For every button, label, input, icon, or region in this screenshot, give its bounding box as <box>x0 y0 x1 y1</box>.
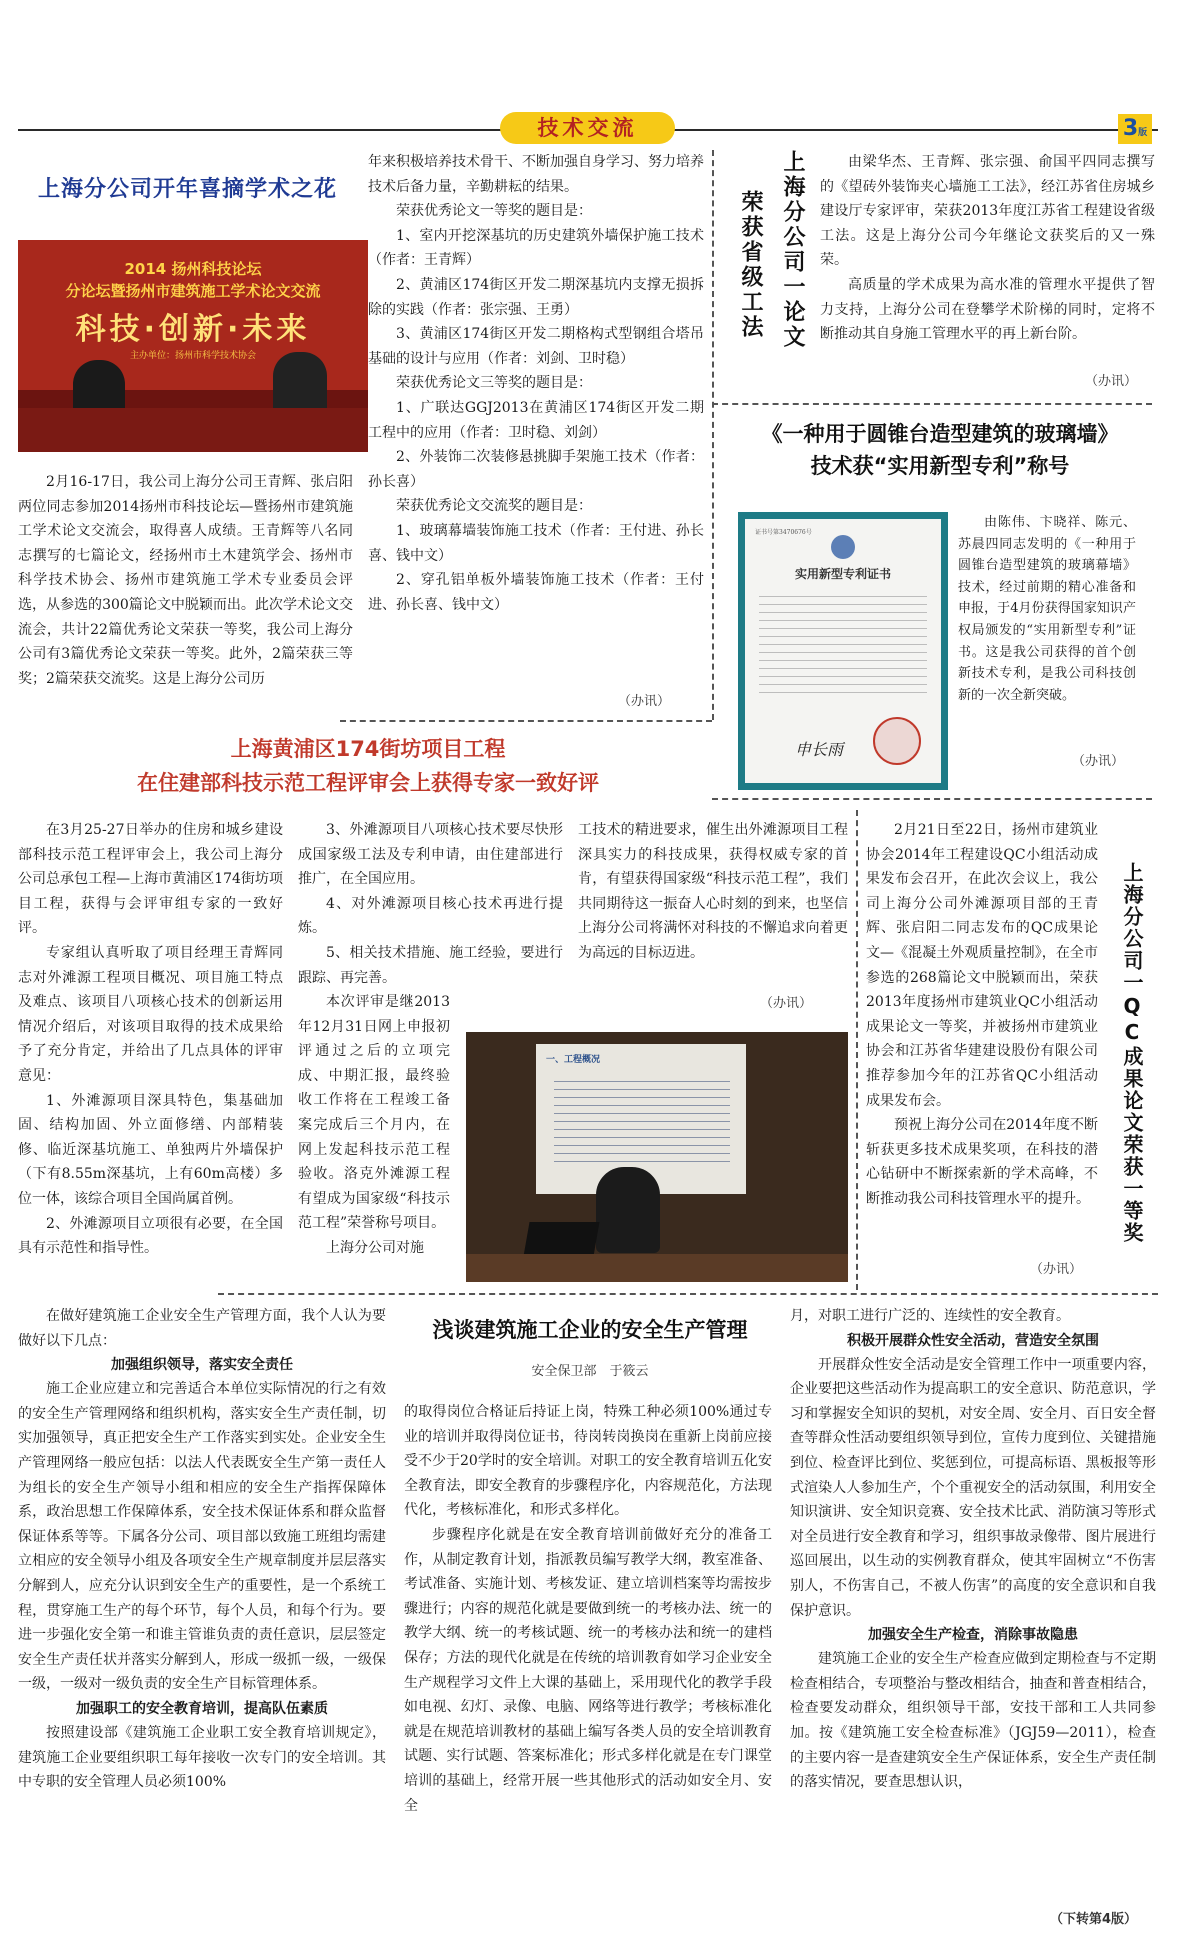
article4-col1-p1: 在3月25-27日举办的住房和城乡建设部科技示范工程评审会上，我公司上海分公司总承包工程—上海市黄浦区174街坊项目工程，获得与会评审组专家的一致好评。 <box>18 822 283 937</box>
article2-paragraph-2: 高质量的学术成果为高水准的管理水平提供了智力支持，上海分公司在登攀学术阶梯的同时，定将不断推动其自身施工管理水平的再上新台阶。 <box>820 276 1155 343</box>
article3-credit: （办讯） <box>1072 754 1125 769</box>
article6-middle <box>404 1400 772 1818</box>
exchange-prize-1: 1、玻璃幕墙装饰施工技术（作者：王付进、孙长喜、钱中文） <box>368 522 704 564</box>
conference-table <box>466 1254 848 1282</box>
article4-credit: （办讯） <box>760 996 813 1011</box>
article3-paragraph-1: 由陈伟、卞晓祥、陈元、苏晨四同志发明的《一种用于圆锥台造型建筑的玻璃幕墙》技术，经过前期的精心准备和申报，于4月份获得国家知识产权局颁发的“实用新型专利”证书。这是我公司获得的首个创新技术专利，是我公司科技创新的一次全新突破。 <box>958 515 1136 703</box>
article6-title: 浅谈建筑施工企业的安全生产管理 <box>432 1318 748 1342</box>
slide-text-lines <box>554 1074 730 1164</box>
banner-line2: 分论坛暨扬州市建筑施工学术论文交流 <box>65 282 321 300</box>
article1-paragraph-1: 2月16-17日，我公司上海分公司王青辉、张启阳两位同志参加2014扬州市科技论坛—暨扬州市建筑施工学术论文交流会，取得喜人成绩。王青辉等八名同志撰写的七篇论文，经扬州市土木建筑学会、扬州市科学技术协会、扬州市建筑施工学术专业委员会评选，从参选的300篇论文中脱颖而出。此次学术论文交流会，共计22篇优秀论文荣获一等奖，我公司上海分公司有3篇优秀论文荣获一等奖。此外，2篇荣获三等奖；2篇荣获交流奖。这是上海分公司历 <box>18 474 353 687</box>
exchange-prize-intro: 荣获优秀论文交流奖的题目是： <box>396 498 592 515</box>
review-meeting-photo <box>466 1032 848 1282</box>
article4-col1-p4: 2、外滩源项目立项很有必要，在全国具有示范性和指导性。 <box>18 1215 283 1257</box>
first-prize-1: 1、室内开挖深基坑的历史建筑外墙保护施工技术（作者：王青辉） <box>368 227 704 269</box>
article4-col3-p1: 工技术的精进要求，催生出外滩源项目工程深具实力的科技成果，获得权威专家的首肯，有望获得国家级“科技示范工程”，我们共同期待这一振奋人心时刻的到来，也坚信上海分公司将满怀对科技的不懈追求向着更为高远的目标迈进。 <box>578 822 848 961</box>
banner-line3: 科技·创新·未来 <box>75 312 311 347</box>
article1-paragraph-2: 年来积极培养技术骨干、不断加强自身学习、努力培养技术后备力量，辛勤耕耘的结果。 <box>368 154 704 195</box>
slide-heading: 一、工程概况 <box>546 1055 601 1065</box>
exchange-prize-2: 2、穿孔铝单板外墙装饰施工技术（作者：王付进、孙长喜、钱中文） <box>368 572 704 613</box>
article6-head4: 加强安全生产检查，消除事故隐患 <box>868 1627 1078 1644</box>
article3-title-line1: 《一种用于圆锥台造型建筑的玻璃墙》 <box>761 422 1119 446</box>
article6-right-p1: 开展群众性安全活动是安全管理工作中一项重要内容，企业要把这些活动作为提高职工的安全意识、防范意识，学习和掌握安全知识的契机，对安全周、安全月、百日安全督查等群众性活动要组织领导到位，宣传力度到位、关键措施到位、检查评比到位、奖惩到位，可提高标语、黑板报等形式渲染人人参加生产，个个重视安全的活动氛围，利用安全知识演讲、安全知识竞赛、安全技术比武、消防演习等形式对全员进行安全教育和学习，组织事故录像带、图片展进行巡回展出，以生动的实例教育群众，使其牢固树立“不伤害别人，不伤害自己，不被人伤害”的高度的安全意识和自我保护意识。 <box>790 1356 1156 1619</box>
article2-title-col1: 上海分公司一论文 <box>780 150 805 350</box>
divider-h-mid <box>712 798 1152 800</box>
article4-col2-bottom <box>298 990 450 1261</box>
article6-section1: 施工企业应建立和完善适合本单位实际情况的行之有效的安全生产管理网络和组织机构，落实安全生产责任制，切实加强领导，真正把安全生产工作落实到实处。企业安全生产管理网络一般应包括：以法人代表既安全生产第一责任人为组长的安全生产领导小组和相应的安全生产指挥保障体系，政治思想工作保障体系，安全技术保证体系和群众监督保证体系等等。下属各分公司、项目部以致施工班组均需建立相应的安全领导小组及各项安全生产规章制度并层层落实分解到人，应充分认识到安全生产的重要性，是一个系统工程，贯穿施工生产的每个环节，每个人员，和每个行为。要进一步强化安全第一和谁主管谁负责的责任意识，层层签定安全生产责任状并落实分解到人，形成一级抓一级，一级保一级，一级对一级负责的安全生产目标管理体系。 <box>18 1381 386 1693</box>
article2-body <box>820 150 1155 347</box>
article4-col2-p2: 4、对外滩源项目核心技术再进行提炼。 <box>298 895 563 937</box>
head-table <box>18 408 368 452</box>
first-prize-intro: 荣获优秀论文一等奖的题目是： <box>396 203 592 220</box>
article1-body-right <box>368 150 704 617</box>
article4-col2-p1: 3、外滩源项目八项核心技术要尽快形成国家级工法及专利申请，由住建部进行推广，在全国应用。 <box>298 822 563 888</box>
article6-head1: 加强组织领导，落实安全责任 <box>111 1357 293 1374</box>
article1-credit: （办讯） <box>618 694 671 709</box>
article6-section2: 按照建设部《建筑施工企业职工安全教育培训规定》，建筑施工企业要组织职工每年接收一次专门的安全培训。其中专职的安全管理人员必须100% <box>18 1724 386 1791</box>
article6-head3: 积极开展群众性安全活动，营造安全氛围 <box>847 1332 1099 1349</box>
certificate-text-lines <box>759 589 927 699</box>
divider-h-article4-top <box>340 720 712 722</box>
banner-line1: 2014 扬州科技论坛 <box>124 260 262 278</box>
continued-note: （下转第4版） <box>1050 1912 1138 1927</box>
section-tab: 技术交流 <box>500 112 675 144</box>
article3-title-line2: 技术获“实用新型专利”称号 <box>810 454 1070 478</box>
forum-photo <box>18 240 368 452</box>
article1-title: 上海分公司开年喜摘学术之花 <box>38 177 338 202</box>
article5-paragraph-2: 预祝上海分公司在2014年度不断斩获更多技术成果奖项，在科技的潜心钻研中不断探索新的学术高峰，不断推动我公司科技管理水平的提升。 <box>866 1117 1098 1207</box>
banner-host: 主办单位：扬州市科学技术协会 <box>129 351 256 361</box>
article5-credit: （办讯） <box>1030 1262 1083 1277</box>
article4-title-block <box>18 732 718 800</box>
third-prize-2: 2、外装饰二次装修悬挑脚手架施工技术（作者：孙长喜） <box>368 449 704 490</box>
third-prize-1: 1、广联达GGJ2013在黄浦区174街区开发二期工程中的应用（作者：卫时稳、刘剑） <box>368 399 704 441</box>
divider-v-mid <box>856 810 858 1290</box>
article4-col3 <box>578 818 848 966</box>
article5-body <box>866 818 1098 1212</box>
article6-left <box>18 1304 386 1795</box>
article4-col1-p3: 1、外滩源项目深具特色，集基础加固、结构加固、外立面修缮、内部精装修、临近深基坑施工、单独两片外墙保护（下有8.55m深基坑，上有60m高楼）多位一体，该综合项目全国尚属首例。 <box>18 1092 283 1207</box>
article2-credit: （办讯） <box>1085 374 1138 389</box>
article3-body <box>958 512 1136 706</box>
third-prize-intro: 荣获优秀论文三等奖的题目是： <box>396 375 592 392</box>
article1-body-left <box>18 470 353 691</box>
article2-title-col2: 荣获省级工法 <box>738 190 763 340</box>
first-prize-3: 3、黄浦区174街区开发二期格构式型钢组合塔吊基础的设计与应用（作者：刘剑、卫时稳） <box>368 326 704 367</box>
certificate-heading: 实用新型专利证书 <box>794 567 891 581</box>
certificate-signature: 申长雨 <box>795 740 844 759</box>
article6-middle-p2: 步骤程序化就是在安全教育培训前做好充分的准备工作，从制定教育计划，指派教员编写教学大纲，教室准备、考试准备、实施计划、考核发证、建立培训档案等均需按步骤进行；内容的规范化就是要做到统一的考核办法、统一的教学大纲、统一的考核试题、统一的考核办法和统一的建档保存；方法的现代化就是在传统的培训教育如学习企业安全生产规程学习文件上大课的基础上，采用现代化的教学手段如电视、幻灯、录像、电脑、网络等进行教学；考核标准化就是在规范培训教材的基础上编写各类人员的安全培训教育试题、实行试题、答案标准化；形式多样化就是在专门课堂培训的基础上，经常开展一些其他形式的活动如安全月、安全 <box>404 1526 772 1814</box>
article6-right-p0: 月，对职工进行广泛的、连续性的安全教育。 <box>790 1308 1070 1324</box>
divider-h-lower <box>218 1293 1158 1295</box>
article4-col2-p3: 5、相关技术措施、施工经验，要进行跟踪、再完善。 <box>298 944 563 986</box>
article6-middle-p1: 的取得岗位合格证后持证上岗，特殊工种必须100%通过专业的培训并取得岗位证书，待岗转岗换岗在重新上岗前应接受不少于20学时的安全培训。对职工的安全教育培训五化安全教育法，即安全教育的步骤程序化，内容规范化，方法现代化，考核标准化，和形式多样化。 <box>404 1404 772 1519</box>
article5-paragraph-1: 2月21日至22日，扬州市建筑业协会2014年工程建设QC小组活动成果发布会召开，在此次会议上，我公司上海分公司外滩源项目部的王青辉、张启阳二同志发布的QC成果论文—《混凝土外观质量控制》，在全市参选的268篇论文中脱颖而出，荣获2013年度扬州市建筑业QC小组活动成果论文一等奖，并被扬州市建筑业协会和江苏省华建建设股份有限公司推荐参加今年的江苏省QC小组活动成果发布会。 <box>866 822 1098 1109</box>
article6-right <box>790 1304 1156 1795</box>
certificate-emblem <box>831 535 855 559</box>
divider-v-upper <box>712 150 714 720</box>
article2-paragraph-1: 由梁华杰、王青辉、张宗强、俞国平四同志撰写的《望砖外装饰夹心墙施工工法》，经江苏省住房城乡建设厅专家评审，荣获2013年度江苏省工程建设省级工法。这是上海分公司今年继论文获奖后的又一殊荣。 <box>820 154 1155 269</box>
article5-title: 上海分公司一QC成果论文荣获一等奖 <box>1120 862 1144 1244</box>
article6-byline: 安全保卫部 于筱云 <box>531 1364 649 1379</box>
article4-col2-p4: 本次评审是继2013年12月31日网上申报初评通过之后的立项完成、中期汇报，最终验收工作将在工程竣工备案完成后三个月内，在网上发起科技示范工程验收。洛克外滩源工程有望成为国家级“科技示范工程”荣誉称号项目。 <box>298 994 450 1232</box>
article6-head2: 加强职工的安全教育培训，提高队伍素质 <box>76 1700 328 1717</box>
page-suffix: 版 <box>1138 128 1148 138</box>
article4-col2-top <box>298 818 563 990</box>
article3-title-block <box>720 418 1160 482</box>
certificate-number: 证书号第3470676号 <box>755 529 812 536</box>
presenter <box>596 1167 660 1253</box>
first-prize-2: 2、黄浦区174街区开发二期深基坑内支撑无损拆除的实践（作者：张宗强、王勇） <box>368 276 704 318</box>
page-number: 3 <box>1122 116 1139 141</box>
patent-certificate <box>738 512 948 790</box>
article4-col2-p5: 上海分公司对施 <box>326 1239 424 1256</box>
page-number-badge <box>1118 114 1152 144</box>
article4-col1 <box>18 818 283 1261</box>
article4-col1-p2: 专家组认真听取了项目经理王青辉同志对外滩源工程项目概况、项目施工特点及难点、该项目八项核心技术的创新运用情况介绍后，对该项目取得的技术成果给予了充分肯定，并给出了几点具体的评审意见： <box>18 944 283 1084</box>
certificate-seal <box>873 717 921 765</box>
article4-title-line2: 在住建部科技示范工程评审会上获得专家一致好评 <box>137 771 599 795</box>
article4-title-line1: 上海黄浦区174街坊项目工程 <box>230 737 506 761</box>
divider-h-article2 <box>712 403 1152 405</box>
article6-intro: 在做好建筑施工企业安全生产管理方面，我个人认为要做好以下几点： <box>18 1308 386 1349</box>
article6-right-p2: 建筑施工企业的安全生产检查应做到定期检查与不定期检查相结合，专项整治与整改相结合，抽查和普查相结合，检查要发动群众，组织领导干部，安技干部和工人共同参加。按《建筑施工安全检查标准》（JGJ59—2011），检查的主要内容一是查建筑安全生产保证体系，安全生产责任制的落实情况，要查思想认识， <box>790 1651 1156 1791</box>
